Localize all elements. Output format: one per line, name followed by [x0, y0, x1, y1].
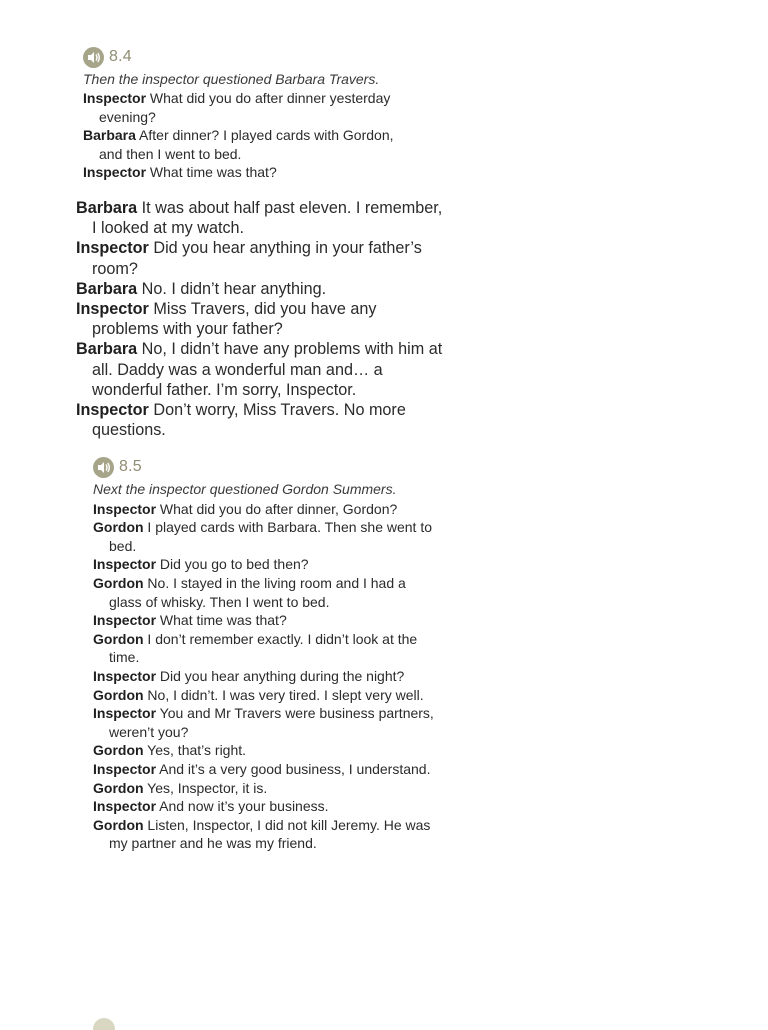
speaker-name: Inspector — [93, 760, 157, 777]
track-number: 8.5 — [119, 457, 142, 475]
line-text: Listen, Inspector, I did not kill Jeremy. He was my partner and he was my friend. — [109, 816, 431, 852]
line-text: Yes, that’s right. — [143, 742, 247, 759]
speaker-name: Inspector — [93, 500, 157, 517]
dialogue-line — [93, 797, 438, 816]
dialogue-line — [83, 126, 413, 163]
line-text: It was about half past eleven. I remember, I looked at my watch. — [92, 199, 443, 238]
speaker-name: Inspector — [83, 164, 147, 181]
line-text: No. I didn’t hear anything. — [137, 279, 327, 298]
dialogue-line — [93, 779, 438, 798]
speaker-name: Inspector — [76, 239, 149, 258]
line-text: Did you go to bed then? — [156, 556, 309, 573]
line-text: What time was that? — [156, 612, 287, 629]
dialogue-line — [76, 279, 446, 299]
scene-intro: Then the inspector questioned Barbara Travers. — [83, 71, 380, 87]
audio-speaker-icon[interactable] — [93, 457, 114, 478]
track-number: 8.4 — [109, 47, 132, 65]
dialogue-line — [93, 500, 438, 519]
speaker-name: Gordon — [93, 742, 144, 759]
dialogue-line — [93, 518, 438, 555]
dialogue-line — [76, 198, 446, 238]
line-text: Miss Travers, did you have any problems with your father? — [92, 300, 377, 339]
dialogue-line — [93, 741, 438, 760]
line-text: And it’s a very good business, I understand. — [156, 760, 431, 777]
speaker-name: Barbara — [76, 279, 138, 298]
speaker-name: Inspector — [83, 90, 147, 107]
line-text: Did you hear anything during the night? — [156, 667, 405, 684]
speaker-name: Barbara — [76, 340, 138, 359]
line-text: I played cards with Barbara. Then she went to bed. — [109, 519, 433, 554]
dialogue-line — [93, 630, 438, 667]
line-text: What time was that? — [146, 164, 277, 181]
dialogue-line — [76, 339, 446, 400]
speaker-name: Gordon — [93, 779, 144, 796]
speaker-name: Inspector — [93, 798, 157, 815]
speaker-name: Gordon — [93, 519, 144, 536]
dialogue-line — [76, 238, 446, 278]
dialogue-line — [93, 667, 438, 686]
speaker-name: Gordon — [93, 686, 144, 703]
speaker-name: Inspector — [76, 300, 149, 319]
dialogue-line — [93, 574, 438, 611]
line-text: You and Mr Travers were business partners, weren’t you? — [109, 705, 434, 740]
line-text: Don’t worry, Miss Travers. No more questions. — [92, 401, 406, 440]
speaker-name: Inspector — [93, 556, 157, 573]
dialogue-line — [93, 686, 438, 705]
line-text: No, I didn’t have any problems with him at all. Daddy was a wonderful man and… a wonderful father. I’m sorry, Inspector. — [92, 340, 443, 399]
line-text: Yes, Inspector, it is. — [143, 779, 268, 796]
line-text: And now it’s your business. — [156, 798, 329, 815]
dialogue-line — [93, 611, 438, 630]
line-text: No. I stayed in the living room and I had a glass of whisky. Then I went to bed. — [109, 574, 406, 610]
dialogue-line — [76, 400, 446, 440]
line-text: After dinner? I played cards with Gordon, and then I went to bed. — [99, 127, 394, 162]
line-text: What did you do after dinner, Gordon? — [156, 500, 398, 517]
speaker-name: Inspector — [93, 612, 157, 629]
line-text: No, I didn’t. I was very tired. I slept very well. — [143, 686, 424, 703]
dialogue-continuation — [76, 198, 446, 440]
speaker-name: Gordon — [93, 816, 144, 833]
dialogue-line — [93, 760, 438, 779]
audio-speaker-icon[interactable] — [83, 47, 104, 68]
line-text: Did you hear anything in your father’s room? — [92, 239, 422, 278]
section-8-5 — [93, 456, 438, 853]
speaker-name: Inspector — [76, 401, 149, 420]
speaker-name: Gordon — [93, 574, 144, 591]
section-8-4 — [83, 46, 413, 181]
speaker-name: Gordon — [93, 630, 144, 647]
dialogue-line — [83, 163, 413, 181]
speaker-name: Inspector — [93, 667, 157, 684]
speaker-name: Inspector — [93, 705, 157, 722]
dialogue-line — [83, 89, 413, 126]
dialogue-line — [93, 555, 438, 574]
track-header-8-4 — [83, 46, 413, 68]
line-text: I don’t remember exactly. I didn’t look at the time. — [109, 630, 418, 666]
speaker-name: Barbara — [76, 199, 138, 217]
dialogue-line — [93, 704, 438, 741]
speaker-name: Barbara — [83, 127, 136, 144]
dialogue-line — [93, 816, 438, 853]
scene-intro: Next the inspector questioned Gordon Summers. — [93, 481, 397, 497]
audio-speaker-icon-partial — [93, 1018, 115, 1030]
dialogue-line — [76, 299, 446, 339]
track-header-8-5 — [93, 456, 438, 478]
line-text: What did you do after dinner yesterday evening? — [99, 90, 391, 125]
